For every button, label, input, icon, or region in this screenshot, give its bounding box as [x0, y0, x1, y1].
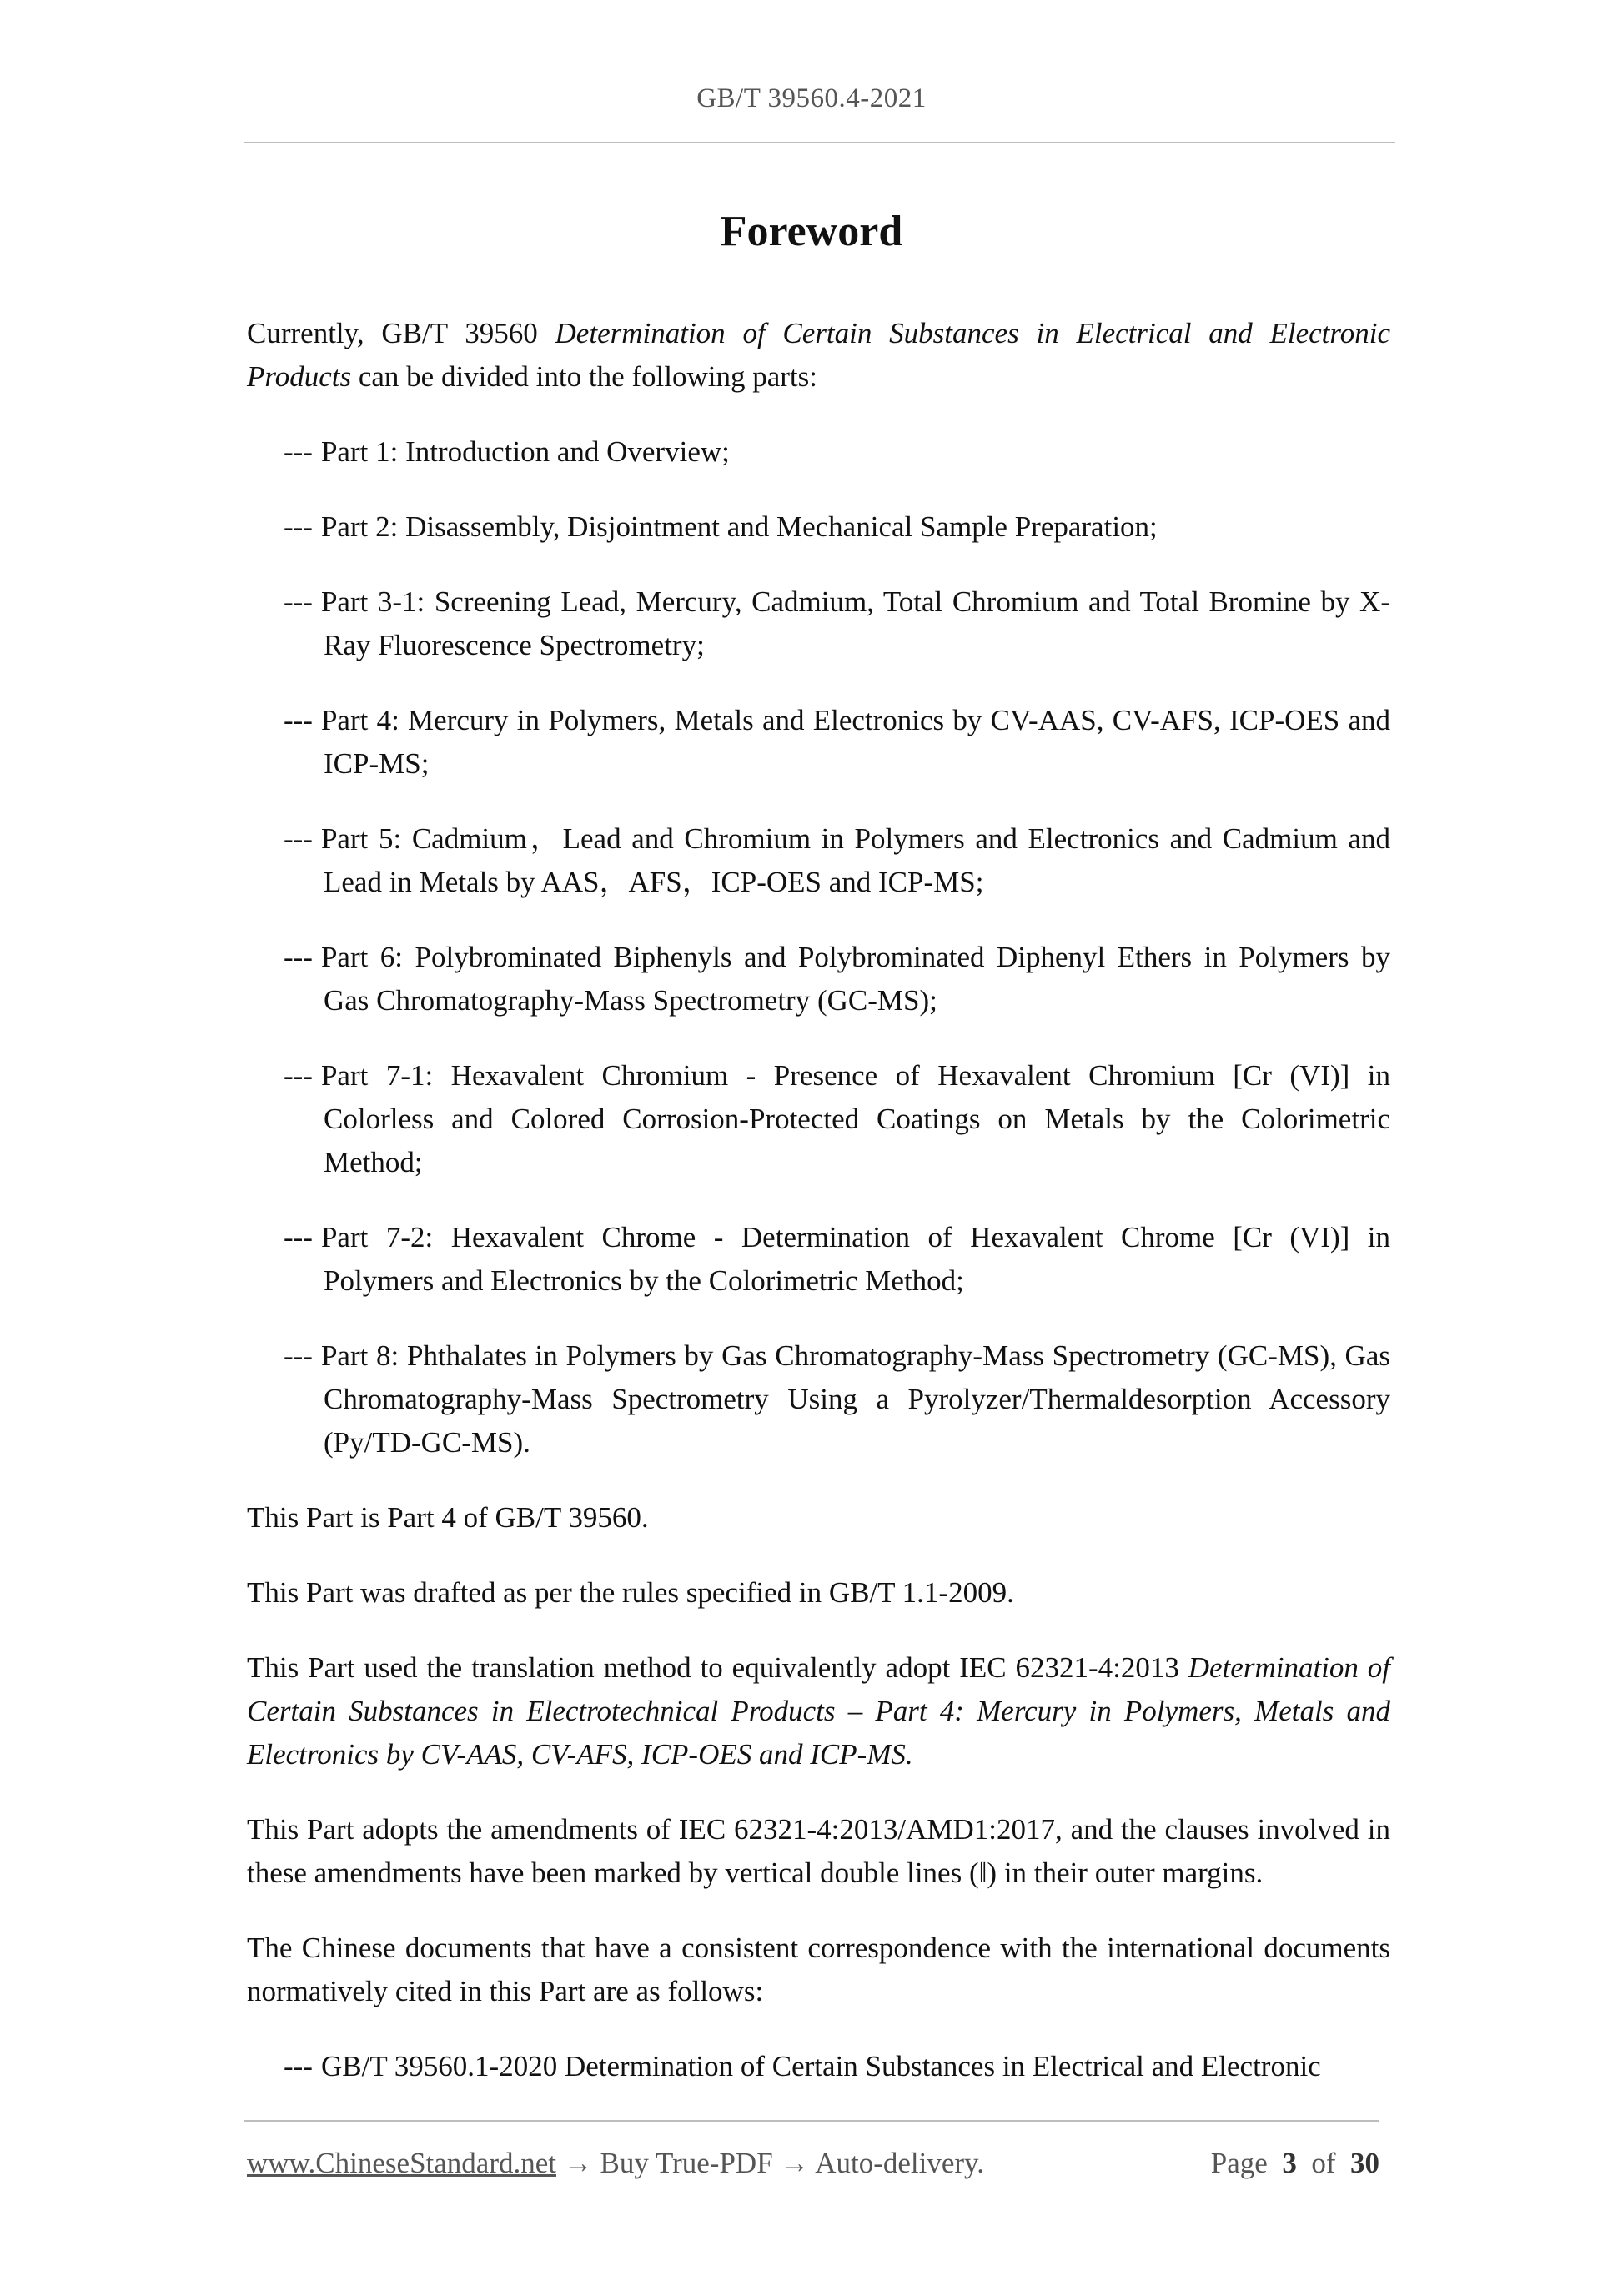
list-marker: --- [284, 941, 313, 973]
list-item-text: Part 8: Phthalates in Polymers by Gas Chromatography-Mass Spectrometry (GC-MS), Gas Chromatography-Mass Spectrometry Using a Pyrolyzer/Thermaldesorption Accessory (Py/TD-GC-MS). [320, 1339, 1390, 1459]
part-number-paragraph: This Part is Part 4 of GB/T 39560. [247, 1501, 649, 1534]
drafting-rules-paragraph: This Part was drafted as per the rules specified in GB/T 1.1-2009. [247, 1576, 1014, 1609]
intro-prefix: Currently, GB/T 39560 [247, 317, 555, 349]
list-marker: --- [284, 510, 313, 543]
chinese-documents-paragraph: The Chinese documents that have a consistent correspondence with the international documents normatively cited in this Part are as follows: [247, 1932, 1390, 2007]
page-label: Page [1210, 2147, 1268, 2179]
list-item-text: Part 5: Cadmium，Lead and Chromium in Polymers and Electronics and Cadmium and Lead in Metals by AAS，AFS，ICP-OES and ICP-MS; [320, 822, 1390, 898]
intro-paragraph [247, 312, 1390, 399]
intro-standard-title: Determination of Certain Substances in Electrical and Electronic Products [247, 317, 1390, 393]
page-title: Foreword [720, 208, 903, 255]
list-item-text: Part 4: Mercury in Polymers, Metals and Electronics by CV-AAS, CV-AFS, ICP-OES and ICP-MS; [320, 704, 1390, 780]
list-item-text: Part 7-2: Hexavalent Chrome - Determination of Hexavalent Chrome [Cr (VI)] in Polymers and Electronics by the Colorimetric Method; [320, 1221, 1390, 1297]
running-header: GB/T 39560.4-2021 [696, 83, 927, 113]
list-marker: --- [284, 1059, 313, 1092]
intro-suffix: can be divided into the following parts: [351, 360, 817, 393]
list-item [247, 2045, 1390, 2088]
list-item [247, 817, 1390, 904]
translation-paragraph [247, 1646, 1390, 1776]
list-item-text: Part 2: Disassembly, Disjointment and Mechanical Sample Preparation; [320, 510, 1158, 543]
list-marker: --- [284, 704, 313, 736]
website-link[interactable]: www.ChineseStandard.net [247, 2147, 556, 2179]
list-item-text: GB/T 39560.1-2020 Determination of Certain Substances in Electrical and Electronic [320, 2050, 1321, 2082]
parts-list [247, 430, 1390, 1465]
page-of-label: of [1311, 2147, 1336, 2179]
total-pages: 30 [1350, 2147, 1379, 2179]
list-item [247, 580, 1390, 667]
list-marker: --- [284, 2050, 313, 2082]
list-item [247, 430, 1390, 474]
footer-divider [244, 2120, 1379, 2122]
amendments-paragraph: This Part adopts the amendments of IEC 62321-4:2013/AMD1:2017, and the clauses involved in these amendments have been marked by vertical double lines (‖) in their outer margins. [247, 1813, 1390, 1889]
list-marker: --- [284, 435, 313, 468]
list-item [247, 505, 1390, 549]
list-item [247, 699, 1390, 786]
list-item [247, 1054, 1390, 1184]
list-item-text: Part 7-1: Hexavalent Chromium - Presence of Hexavalent Chromium [Cr (VI)] in Colorless and Colored Corrosion-Protected Coatings on Metals by the Colorimetric Method; [320, 1059, 1390, 1178]
current-page: 3 [1282, 2147, 1297, 2179]
cited-documents-list [247, 2045, 1390, 2088]
document-body [247, 312, 1390, 2088]
translation-prefix: This Part used the translation method to equivalently adopt IEC 62321-4:2013 [247, 1651, 1188, 1684]
list-item [247, 1334, 1390, 1465]
list-marker: --- [284, 1339, 313, 1372]
iec-standard-title: Determination of Certain Substances in Electrotechnical Products – Part 4: Mercury in Polymers, Metals and Electronics by CV-AAS, CV-AFS, ICP-OES and ICP-MS. [247, 1651, 1390, 1771]
list-item [247, 1216, 1390, 1303]
page-footer [247, 2147, 1379, 2180]
list-item [247, 936, 1390, 1022]
list-marker: --- [284, 1221, 313, 1254]
list-item-text: Part 1: Introduction and Overview; [320, 435, 730, 468]
list-item-text: Part 6: Polybrominated Biphenyls and Polybrominated Diphenyl Ethers in Polymers by Gas Chromatography-Mass Spectrometry (GC-MS); [320, 941, 1390, 1017]
header-divider [244, 142, 1395, 143]
list-marker: --- [284, 822, 313, 855]
footer-tagline: → Buy True-PDF → Auto-delivery. [556, 2147, 985, 2179]
page-number [1211, 2147, 1379, 2180]
list-marker: --- [284, 585, 313, 618]
list-item-text: Part 3-1: Screening Lead, Mercury, Cadmium, Total Chromium and Total Bromine by X-Ray Fluorescence Spectrometry; [320, 585, 1390, 661]
